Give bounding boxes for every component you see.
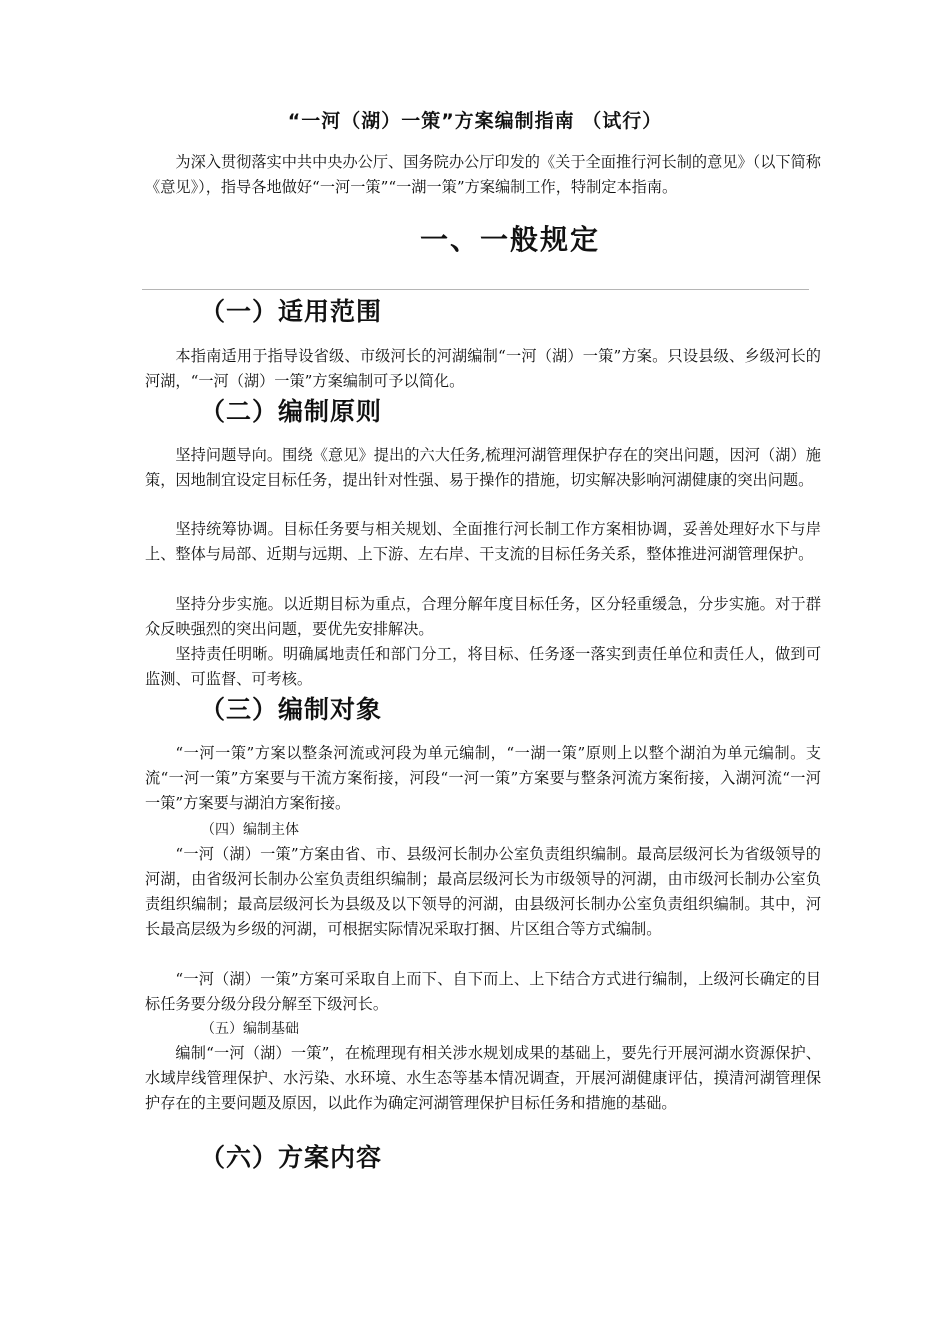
basis-paragraph: 编制“一河（湖）一策”，在梳理现有相关涉水规划成果的基础上，要先行开展河湖水资源保护、水域岸线管理保护、水污染、水环境、水生态等基本情况调查，开展河湖健康评估，摸清河湖管理保护存在的主要问题及原因，以此作为确定河湖管理保护目标任务和措施的基础。 [145,1044,821,1112]
subsection-heading-basis: （五）编制基础 [201,1021,299,1037]
intro-paragraph: 为深入贯彻落实中共中央办公厅、国务院办公厅印发的《关于全面推行河长制的意见》（以下简称《意见》），指导各地做好“一河一策”“一湖一策”方案编制工作，特制定本指南。 [145,153,821,196]
document-title: “一河（湖）一策”方案编制指南 （试行） [287,110,663,132]
objects-paragraph: “一河一策”方案以整条河流或河段为单元编制，“一湖一策”原则上以整个湖泊为单元编制。支流“一河一策”方案要与干流方案衔接，河段“一河一策”方案要与整条河流方案衔接，入湖河流“一河一策”方案要与湖泊方案衔接。 [145,744,821,812]
principle-paragraph-coordination: 坚持统筹协调。目标任务要与相关规划、全面推行河长制工作方案相协调，妥善处理好水下与岸上、整体与局部、近期与远期、上下游、左右岸、干支流的目标任务关系，整体推进河湖管理保护。 [145,520,821,563]
subsection-heading-scope: （一）适用范围 [200,297,383,326]
subsection-heading-subjects: （四）编制主体 [201,822,299,838]
subjects-paragraph-2: “一河（湖）一策”方案可采取自上而下、自下而上、上下结合方式进行编制，上级河长确定的目标任务要分级分段分解至下级河长。 [145,970,821,1013]
scope-paragraph: 本指南适用于指导设省级、市级河长的河湖编制“一河（湖）一策”方案。只设县级、乡级河长的河湖，“一河（湖）一策”方案编制可予以简化。 [145,347,821,390]
principle-paragraph-problem-oriented: 坚持问题导向。围绕《意见》提出的六大任务,梳理河湖管理保护存在的突出问题，因河（湖）施策，因地制宜设定目标任务，提出针对性强、易于操作的措施，切实解决影响河湖健康的突出问题。 [145,446,821,489]
section-heading-general-provisions: 一、一般规定 [420,223,601,256]
subsection-heading-principles: （二）编制原则 [200,397,383,426]
horizontal-divider [142,289,809,290]
subjects-paragraph-1: “一河（湖）一策”方案由省、市、县级河长制办公室负责组织编制。最高层级河长为省级领导的河湖，由省级河长制办公室负责组织编制；最高层级河长为市级领导的河湖，由市级河长制办公室负责组织编制；最高层级河长为县级及以下领导的河湖，由县级河长制办公室负责组织编制。其中，河长最高层级为乡级的河湖，可根据实际情况采取打捆、片区组合等方式编制。 [145,845,821,938]
principle-paragraph-stepwise: 坚持分步实施。以近期目标为重点，合理分解年度目标任务，区分轻重缓急，分步实施。对于群众反映强烈的突出问题，要优先安排解决。 [145,595,821,638]
principle-paragraph-responsibility: 坚持责任明晰。明确属地责任和部门分工，将目标、任务逐一落实到责任单位和责任人，做到可监测、可监督、可考核。 [145,645,821,688]
subsection-heading-objects: （三）编制对象 [200,695,383,724]
subsection-heading-plan-content: （六）方案内容 [200,1143,383,1172]
